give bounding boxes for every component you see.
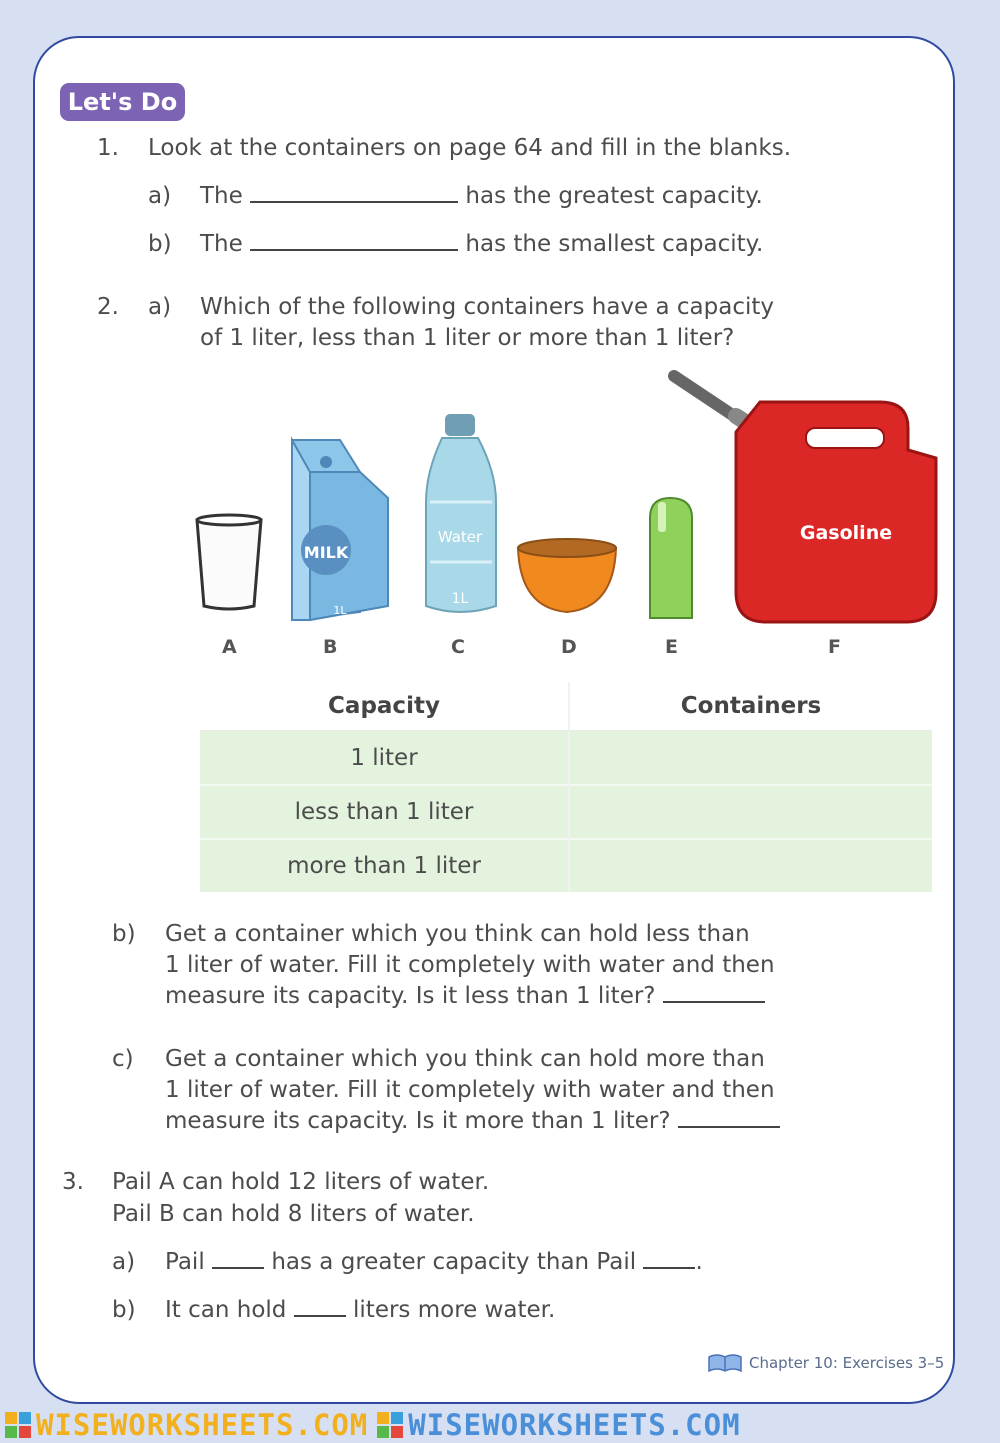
q2-number: 2.: [97, 294, 119, 320]
q2c-line2: 1 liter of water. Fill it completely with water and then: [165, 1077, 775, 1103]
container-letter-c: C: [451, 636, 465, 658]
q1b-line: [200, 231, 763, 257]
watermark-bar: [0, 1406, 1000, 1443]
containers-illustration: [180, 362, 950, 672]
header-containers: Containers: [569, 682, 932, 731]
q1a-label: a): [148, 183, 172, 209]
carton-volume-text: 1L: [333, 604, 347, 617]
containers-answer-cell[interactable]: [569, 731, 932, 785]
q2b-line3: [165, 983, 765, 1009]
q2a-line2: of 1 liter, less than 1 liter or more than 1 liter?: [200, 325, 735, 351]
q3b-blank[interactable]: [294, 1314, 346, 1317]
q2a-label: a): [148, 294, 172, 320]
q3b-post: liters more water.: [353, 1297, 556, 1323]
wise-logo-icon: [4, 1411, 32, 1439]
table-row: [200, 785, 932, 839]
chapter-reference: [707, 1353, 944, 1373]
watermark-text-2: WISEWORKSHEETS.COM: [408, 1407, 741, 1442]
capacity-cell: more than 1 liter: [200, 839, 569, 892]
table-row: [200, 839, 932, 892]
q3a-mid: has a greater capacity than Pail: [271, 1249, 637, 1275]
gas-can-icon: [674, 376, 936, 622]
q2c-line3: [165, 1108, 780, 1134]
water-label-text: Water: [437, 528, 483, 546]
q3b-line: [165, 1297, 555, 1323]
q3a-blank-1[interactable]: [212, 1266, 264, 1269]
table-row: [200, 731, 932, 785]
q3a-end: .: [695, 1249, 703, 1275]
capacity-cell: less than 1 liter: [200, 785, 569, 839]
q3a-line: [165, 1249, 703, 1275]
glass-icon: [197, 515, 261, 609]
q1-text: Look at the containers on page 64 and fill in the blanks.: [148, 135, 792, 161]
q3a-blank-2[interactable]: [643, 1266, 695, 1269]
q1b-label: b): [148, 231, 172, 257]
gasoline-label-text: Gasoline: [799, 522, 893, 544]
header-capacity: Capacity: [200, 682, 569, 731]
q2a-line1: Which of the following containers have a capacity: [200, 294, 775, 320]
q2b-answer-blank[interactable]: [663, 1000, 765, 1003]
wise-logo-icon: [376, 1411, 404, 1439]
water-bottle-icon: [426, 414, 496, 612]
q3-line2: Pail B can hold 8 liters of water.: [112, 1201, 475, 1227]
watermark-text: [36, 1408, 368, 1442]
capacity-table: [200, 682, 932, 892]
q3a-pre: Pail: [165, 1249, 205, 1275]
q1a-line: [200, 183, 763, 209]
container-letter-f: F: [828, 636, 841, 658]
q1-number: 1.: [97, 135, 119, 161]
q1b-pre: The: [200, 231, 243, 257]
milk-carton-icon: [292, 440, 388, 620]
watermark-text-1: WISEWORKSHEETS.COM: [36, 1407, 369, 1442]
container-letter-e: E: [665, 636, 678, 658]
q2b-line3-text: measure its capacity. Is it less than 1 liter?: [165, 983, 656, 1009]
flask-icon: [650, 498, 692, 618]
container-letter-a: A: [222, 636, 237, 658]
container-letter-d: D: [561, 636, 577, 658]
q1a-post: has the greatest capacity.: [465, 183, 763, 209]
q3a-label: a): [112, 1249, 136, 1275]
q3b-label: b): [112, 1297, 136, 1323]
q2b-line1: Get a container which you think can hold less than: [165, 921, 750, 947]
chapter-reference-text: Chapter 10: Exercises 3–5: [749, 1354, 945, 1372]
capacity-cell: 1 liter: [200, 731, 569, 785]
q2c-answer-blank[interactable]: [678, 1125, 780, 1128]
q2c-label: c): [112, 1046, 134, 1072]
q2b-line2: 1 liter of water. Fill it completely with water and then: [165, 952, 775, 978]
q2c-line3-text: measure its capacity. Is it more than 1 liter?: [165, 1108, 671, 1134]
milk-label-text: MILK: [303, 543, 349, 562]
q2b-label: b): [112, 921, 136, 947]
q1a-pre: The: [200, 183, 243, 209]
q3-line1: Pail A can hold 12 liters of water.: [112, 1169, 490, 1195]
bottle-volume-text: 1L: [451, 591, 469, 607]
workbook-icon: [707, 1353, 743, 1373]
q1b-blank[interactable]: [250, 248, 458, 251]
q1b-post: has the smallest capacity.: [465, 231, 764, 257]
q3b-pre: It can hold: [165, 1297, 287, 1323]
q2c-line1: Get a container which you think can hold more than: [165, 1046, 765, 1072]
table-header-row: [200, 682, 932, 731]
bowl-icon: [518, 539, 616, 612]
containers-answer-cell[interactable]: [569, 785, 932, 839]
container-letter-b: B: [323, 636, 338, 658]
q3-number: 3.: [62, 1169, 84, 1195]
section-tag: Let's Do: [60, 83, 185, 121]
containers-answer-cell[interactable]: [569, 839, 932, 892]
q1a-blank[interactable]: [250, 200, 458, 203]
